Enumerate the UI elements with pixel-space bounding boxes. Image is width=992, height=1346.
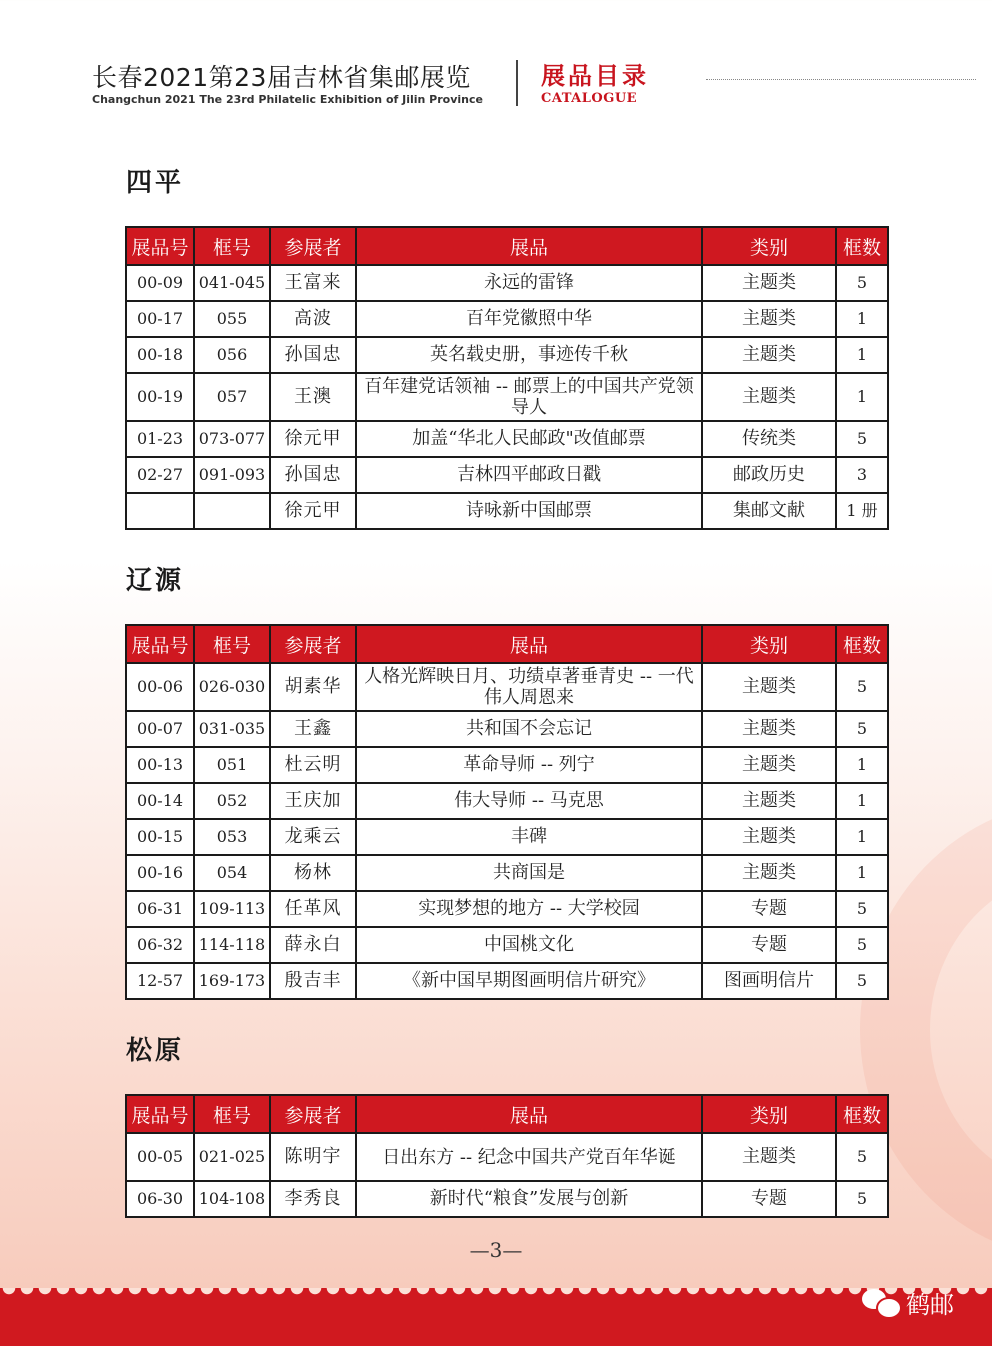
table-header-row <box>126 227 888 265</box>
cell-exhibit: 丰碑 <box>356 819 702 855</box>
watermark <box>862 1282 954 1322</box>
column-header-category: 类别 <box>702 1095 836 1133</box>
cell-category: 主题类 <box>702 855 836 891</box>
column-header-category: 类别 <box>702 227 836 265</box>
column-header-exhibit: 展品 <box>356 1095 702 1133</box>
column-header-exhibitor: 参展者 <box>270 1095 356 1133</box>
cell-category: 主题类 <box>702 373 836 421</box>
table-row <box>126 711 888 747</box>
cell-exhibit: 永远的雷锋 <box>356 265 702 301</box>
cell-exhibitor: 高波 <box>270 301 356 337</box>
cell-category: 主题类 <box>702 265 836 301</box>
cell-frame-count: 1 <box>836 819 888 855</box>
cell-frame-no: 052 <box>194 783 270 819</box>
cell-frame-count: 5 <box>836 421 888 457</box>
exhibit-table-songyuan <box>125 1094 889 1218</box>
cell-frame-count: 1 <box>836 373 888 421</box>
cell-category: 主题类 <box>702 747 836 783</box>
column-header-exhibitor: 参展者 <box>270 625 356 663</box>
table-row <box>126 373 888 421</box>
table-row <box>126 963 888 999</box>
cell-exhibit-no: 00-09 <box>126 265 194 301</box>
cell-frame-count: 5 <box>836 265 888 301</box>
header-dotted-rule <box>706 79 976 80</box>
table-header-row <box>126 625 888 663</box>
catalogue-title-en: CATALOGUE <box>541 91 638 106</box>
table-row <box>126 747 888 783</box>
cell-frame-no: 104-108 <box>194 1181 270 1217</box>
cell-exhibit: 百年党徽照中华 <box>356 301 702 337</box>
cell-exhibit: 诗咏新中国邮票 <box>356 493 702 529</box>
cell-exhibit: 《新中国早期图画明信片研究》 <box>356 963 702 999</box>
table-header-row <box>126 1095 888 1133</box>
cell-category: 主题类 <box>702 337 836 373</box>
section-title-songyuan: 松原 <box>126 1036 185 1066</box>
cell-category: 邮政历史 <box>702 457 836 493</box>
cell-exhibit: 吉林四平邮政日戳 <box>356 457 702 493</box>
table-row <box>126 1181 888 1217</box>
cell-frame-count: 5 <box>836 663 888 711</box>
cell-exhibit-no: 12-57 <box>126 963 194 999</box>
catalogue-title-cn: 展品目录 <box>541 61 649 90</box>
cell-category: 主题类 <box>702 301 836 337</box>
cell-category: 主题类 <box>702 663 836 711</box>
column-header-frame-count: 框数 <box>836 1095 888 1133</box>
column-header-exhibit-no: 展品号 <box>126 1095 194 1133</box>
cell-exhibitor: 王富来 <box>270 265 356 301</box>
cell-exhibit-no: 00-19 <box>126 373 194 421</box>
cell-exhibit-no: 06-31 <box>126 891 194 927</box>
cell-frame-no <box>194 493 270 529</box>
cell-exhibitor: 任革风 <box>270 891 356 927</box>
column-header-frame-no: 框号 <box>194 227 270 265</box>
cell-frame-count: 5 <box>836 891 888 927</box>
cell-exhibitor: 杜云明 <box>270 747 356 783</box>
column-header-exhibitor: 参展者 <box>270 227 356 265</box>
cell-exhibitor: 徐元甲 <box>270 493 356 529</box>
column-header-exhibit-no: 展品号 <box>126 625 194 663</box>
cell-exhibit-no: 00-16 <box>126 855 194 891</box>
cell-exhibit-no: 00-07 <box>126 711 194 747</box>
cell-exhibitor: 殷吉丰 <box>270 963 356 999</box>
cell-exhibitor: 孙国忠 <box>270 457 356 493</box>
table-row <box>126 855 888 891</box>
cell-exhibitor: 孙国忠 <box>270 337 356 373</box>
cell-exhibitor: 王澳 <box>270 373 356 421</box>
cell-exhibitor: 陈明宇 <box>270 1133 356 1181</box>
cell-exhibit-no: 02-27 <box>126 457 194 493</box>
cell-exhibitor: 胡素华 <box>270 663 356 711</box>
column-header-frame-count: 框数 <box>836 227 888 265</box>
cell-frame-no: 056 <box>194 337 270 373</box>
cell-frame-no: 091-093 <box>194 457 270 493</box>
cell-frame-count: 5 <box>836 963 888 999</box>
cell-exhibit-no: 00-15 <box>126 819 194 855</box>
header-divider <box>516 60 518 106</box>
cell-category: 专题 <box>702 927 836 963</box>
cell-category: 主题类 <box>702 1133 836 1181</box>
cell-category: 专题 <box>702 891 836 927</box>
cell-exhibit-no: 06-32 <box>126 927 194 963</box>
cell-category: 主题类 <box>702 783 836 819</box>
cell-exhibit: 共商国是 <box>356 855 702 891</box>
table-row <box>126 337 888 373</box>
column-header-frame-no: 框号 <box>194 625 270 663</box>
column-header-frame-no: 框号 <box>194 1095 270 1133</box>
cell-exhibit: 百年建党话领袖 -- 邮票上的中国共产党领导人 <box>356 373 702 421</box>
cell-frame-no: 073-077 <box>194 421 270 457</box>
cell-exhibit: 实现梦想的地方 -- 大学校园 <box>356 891 702 927</box>
table-row <box>126 927 888 963</box>
cell-frame-count: 5 <box>836 1133 888 1181</box>
cell-frame-count: 1 <box>836 301 888 337</box>
page-header <box>92 58 972 118</box>
cell-exhibitor: 李秀良 <box>270 1181 356 1217</box>
cell-frame-count: 5 <box>836 711 888 747</box>
table-row <box>126 421 888 457</box>
cell-frame-count: 1 <box>836 337 888 373</box>
cell-exhibitor: 王鑫 <box>270 711 356 747</box>
cell-frame-count: 3 <box>836 457 888 493</box>
table-row <box>126 819 888 855</box>
table-row <box>126 493 888 529</box>
stamp-perforation-border <box>0 1288 992 1346</box>
column-header-exhibit: 展品 <box>356 625 702 663</box>
cell-category: 传统类 <box>702 421 836 457</box>
cell-frame-no: 114-118 <box>194 927 270 963</box>
cell-exhibit-no: 00-14 <box>126 783 194 819</box>
cell-frame-no: 109-113 <box>194 891 270 927</box>
watermark-text: 鹤邮 <box>906 1290 954 1319</box>
table-row <box>126 1133 888 1181</box>
section-title-siping: 四平 <box>126 168 185 198</box>
cell-exhibitor: 王庆加 <box>270 783 356 819</box>
cell-exhibit-no: 00-18 <box>126 337 194 373</box>
cell-category: 集邮文献 <box>702 493 836 529</box>
cell-frame-no: 055 <box>194 301 270 337</box>
cell-frame-no: 026-030 <box>194 663 270 711</box>
cell-frame-no: 054 <box>194 855 270 891</box>
cell-exhibit: 共和国不会忘记 <box>356 711 702 747</box>
table-row <box>126 891 888 927</box>
cell-frame-count: 1 册 <box>836 493 888 529</box>
cell-exhibit: 加盖“华北人民邮政"改值邮票 <box>356 421 702 457</box>
cell-exhibitor: 龙乘云 <box>270 819 356 855</box>
cell-exhibit: 日出东方 -- 纪念中国共产党百年华诞 <box>356 1133 702 1181</box>
cell-frame-count: 5 <box>836 1181 888 1217</box>
cell-frame-no: 057 <box>194 373 270 421</box>
section-title-liaoyuan: 辽源 <box>126 566 185 596</box>
table-row <box>126 663 888 711</box>
exhibition-title: 长春2021第23届吉林省集邮展览 <box>92 63 471 92</box>
cell-exhibit-no <box>126 493 194 529</box>
cell-exhibit-no: 00-05 <box>126 1133 194 1181</box>
cell-exhibit: 英名载史册，事迹传千秋 <box>356 337 702 373</box>
cell-exhibit: 新时代“粮食”发展与创新 <box>356 1181 702 1217</box>
cell-exhibit-no: 01-23 <box>126 421 194 457</box>
cell-frame-no: 053 <box>194 819 270 855</box>
page-number: —3— <box>469 1238 523 1262</box>
exhibit-table-liaoyuan <box>125 624 889 1000</box>
column-header-exhibit-no: 展品号 <box>126 227 194 265</box>
table-row <box>126 265 888 301</box>
cell-exhibit-no: 00-17 <box>126 301 194 337</box>
cell-frame-no: 169-173 <box>194 963 270 999</box>
cell-category: 专题 <box>702 1181 836 1217</box>
cell-exhibit-no: 00-13 <box>126 747 194 783</box>
chat-bubble-icon <box>862 1287 900 1317</box>
column-header-exhibit: 展品 <box>356 227 702 265</box>
cell-frame-no: 041-045 <box>194 265 270 301</box>
cell-exhibit: 中国桃文化 <box>356 927 702 963</box>
exhibit-table-siping <box>125 226 889 530</box>
cell-frame-count: 1 <box>836 855 888 891</box>
cell-frame-count: 5 <box>836 927 888 963</box>
cell-exhibit: 伟大导师 -- 马克思 <box>356 783 702 819</box>
cell-category: 主题类 <box>702 711 836 747</box>
exhibition-subtitle: Changchun 2021 The 23rd Philatelic Exhibition of Jilin Province <box>92 93 483 106</box>
table-row <box>126 783 888 819</box>
cell-category: 主题类 <box>702 819 836 855</box>
cell-exhibit-no: 00-06 <box>126 663 194 711</box>
table-row <box>126 301 888 337</box>
cell-frame-no: 031-035 <box>194 711 270 747</box>
cell-frame-no: 021-025 <box>194 1133 270 1181</box>
cell-exhibit-no: 06-30 <box>126 1181 194 1217</box>
column-header-frame-count: 框数 <box>836 625 888 663</box>
table-row <box>126 457 888 493</box>
cell-frame-count: 1 <box>836 747 888 783</box>
cell-exhibit: 革命导师 -- 列宁 <box>356 747 702 783</box>
cell-exhibit: 人格光辉映日月、功绩卓著垂青史 -- 一代伟人周恩来 <box>356 663 702 711</box>
cell-category: 图画明信片 <box>702 963 836 999</box>
cell-exhibitor: 杨林 <box>270 855 356 891</box>
cell-frame-no: 051 <box>194 747 270 783</box>
cell-exhibitor: 徐元甲 <box>270 421 356 457</box>
cell-exhibitor: 薛永白 <box>270 927 356 963</box>
column-header-category: 类别 <box>702 625 836 663</box>
cell-frame-count: 1 <box>836 783 888 819</box>
